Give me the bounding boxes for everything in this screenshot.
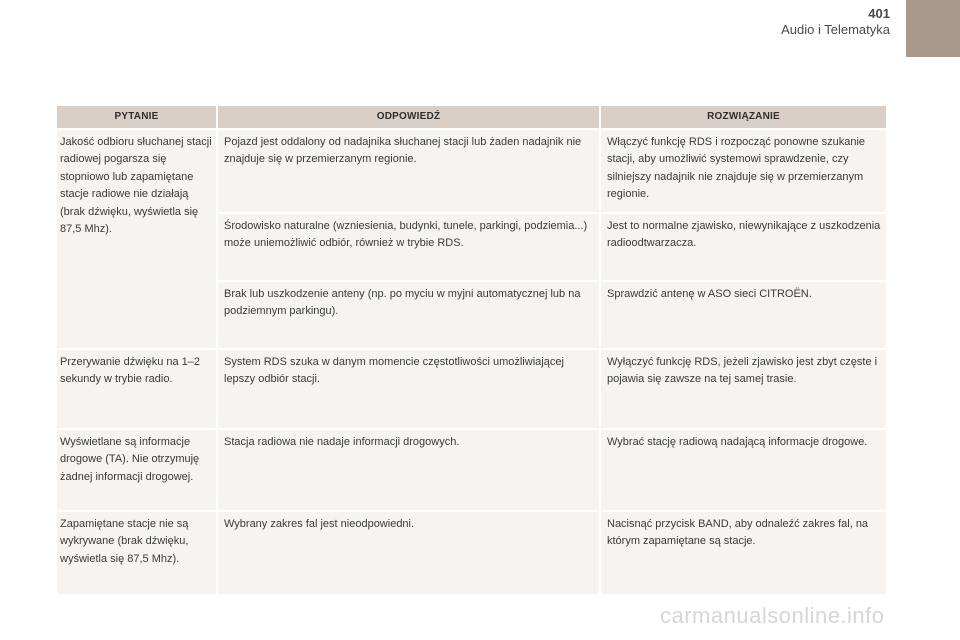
answer-row (216, 350, 886, 428)
question-cell: Zapamiętane stacje nie są wykrywane (brak dźwięku, wyświetla się 87,5 Mhz). (60, 518, 189, 565)
table-header (57, 106, 886, 128)
answer-cell: Wybrany zakres fal jest nieodpowiedni. (216, 512, 599, 594)
answer-row (216, 512, 886, 594)
solution-cell: Włączyć funkcję RDS i rozpocząć ponowne szukanie stacji, aby umożliwić systemowi sprawdzenie, czy silniejszy nadajnik nie znajduje się w przemierzanym regionie. (599, 130, 886, 212)
solution-cell: Wyłączyć funkcję RDS, jeżeli zjawisko jest zbyt częste i pojawia się zawsze na tej samej trasie. (599, 350, 886, 428)
solution-cell: Wybrać stację radiową nadającą informacje drogowe. (599, 430, 886, 510)
solution-cell: Nacisnąć przycisk BAND, aby odnaleźć zakres fal, na którym zapamiętane są stacje. (599, 512, 886, 594)
question-cell: Przerywanie dźwięku na 1–2 sekundy w trybie radio. (60, 356, 201, 386)
watermark: carmanualsonline.info (660, 603, 885, 628)
table-row (57, 350, 886, 428)
question-cell: Jakość odbioru słuchanej stacji radiowej pogarsza się stopniowo lub zapamiętane stacje radiowe nie działają (brak dźwięku, wyświetla się 87,5 Mhz). (60, 136, 212, 236)
answer-cell: System RDS szuka w danym momencie częstotliwości umożliwiającej lepszy odbiór stacji. (216, 350, 599, 428)
answer-cell: Środowisko naturalne (wzniesienia, budynki, tunele, parkingi, podziemia...) może uniemożliwić odbiór, również w trybie RDS. (216, 214, 599, 280)
solution-cell: Jest to normalne zjawisko, niewynikające z uszkodzenia radioodtwarzacza. (599, 214, 886, 280)
table-row (57, 512, 886, 594)
answer-row (216, 212, 886, 280)
header-answer: ODPOWIEDŹ (216, 106, 599, 128)
question-cell: Wyświetlane są informacje drogowe (TA). Nie otrzymuję żadnej informacji drogowej. (60, 436, 200, 483)
table-row (57, 130, 886, 348)
page-number: 401 (868, 6, 890, 21)
answer-row (216, 430, 886, 510)
corner-tab (906, 0, 960, 57)
troubleshooting-table (57, 106, 886, 596)
answer-cell: Pojazd jest oddalony od nadajnika słuchanej stacji lub żaden nadajnik nie znajduje się w przemierzanym regionie. (216, 130, 599, 212)
answer-cell: Stacja radiowa nie nadaje informacji drogowych. (216, 430, 599, 510)
answer-row (216, 130, 886, 212)
table-row (57, 430, 886, 510)
section-title: Audio i Telematyka (781, 22, 890, 37)
solution-cell: Sprawdzić antenę w ASO sieci CITROËN. (599, 282, 886, 348)
answer-cell: Brak lub uszkodzenie anteny (np. po myciu w myjni automatycznej lub na podziemnym parkingu). (216, 282, 599, 348)
answer-row (216, 280, 886, 348)
header-solution: ROZWIĄZANIE (599, 106, 886, 128)
header-question: PYTANIE (57, 106, 216, 128)
